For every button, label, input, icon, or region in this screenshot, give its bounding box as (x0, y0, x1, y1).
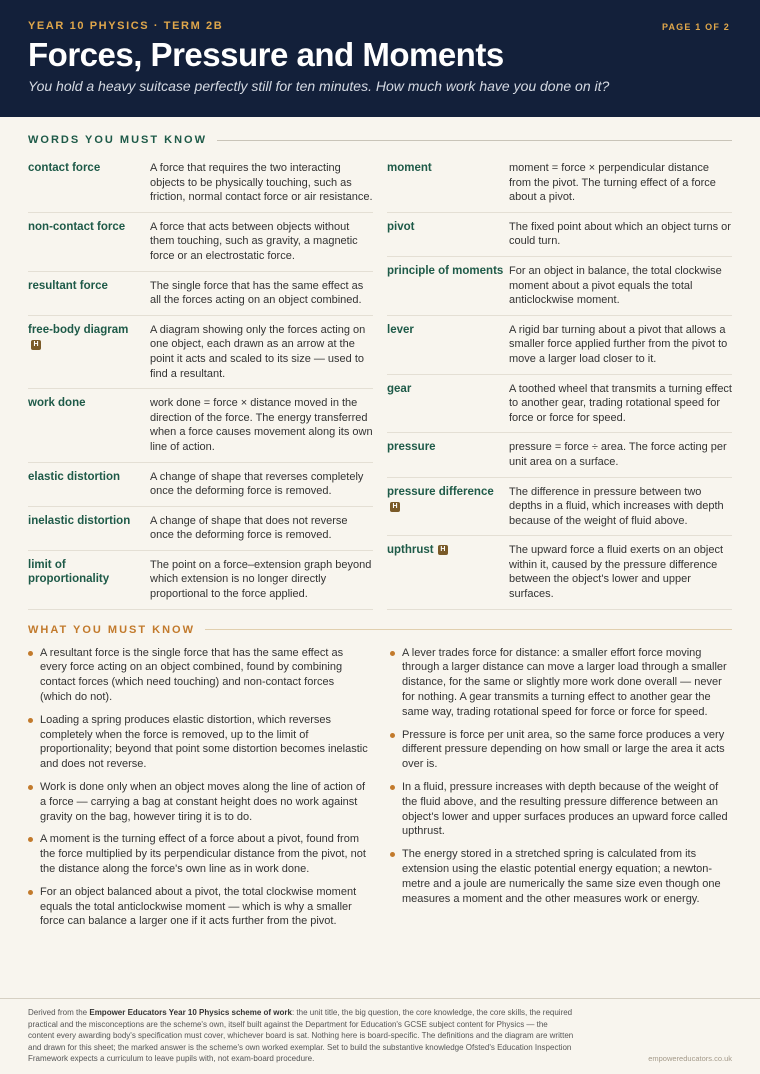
site-url: empowereducators.co.uk (648, 1054, 732, 1063)
glossary-definition: A force that acts between objects without them touching, such as gravity, a magnetic force or an electrostatic force. (150, 220, 358, 262)
glossary-row (387, 433, 732, 477)
glossary-definition: A toothed wheel that transmits a turning effect to another gear, trading rotational speed for force or force for speed. (509, 382, 732, 424)
know-list (28, 646, 732, 938)
glossary-definition: The single force that has the same effect as all the forces acting on an object combined. (150, 279, 364, 307)
glossary-right-column (387, 154, 732, 610)
glossary-definition: A change of shape that does not reverse once the deforming force is removed. (150, 514, 348, 542)
glossary-definition: The upward force a fluid exerts on an object within it, caused by the pressure difference between the object's lower and upper surfaces. (509, 544, 724, 601)
glossary-term: pressure (387, 441, 436, 454)
words-heading-text: WORDS YOU MUST KNOW (28, 134, 207, 146)
course-kicker: YEAR 10 PHYSICS · TERM 2B (28, 20, 224, 32)
heading-rule (205, 629, 732, 630)
know-point: The energy stored in a stretched spring is calculated from its extension using the elastic potential energy equation; a newton-metre and a joule are numerically the same size even though one measures a moment and the other measures work or energy. (390, 847, 730, 906)
glossary-row (28, 272, 373, 316)
glossary-definition: moment = force × perpendicular distance from the pivot. The turning effect of a force about a pivot. (509, 162, 716, 204)
glossary-term: limit of proportionality (28, 558, 110, 586)
glossary (28, 154, 732, 610)
page-number: PAGE 1 OF 2 (661, 22, 730, 32)
glossary-definition: The difference in pressure between two depths in a fluid, which increases with depth because of the weight of fluid above. (509, 485, 724, 527)
glossary-row (28, 213, 373, 272)
glossary-row (28, 389, 373, 462)
know-right-column (390, 646, 730, 938)
glossary-row (387, 257, 732, 316)
higher-tier-badge: H (31, 340, 41, 350)
glossary-term: principle of moments (387, 264, 504, 277)
glossary-term: upthrust H (387, 543, 509, 601)
higher-tier-badge: H (390, 502, 400, 512)
know-section-heading (28, 624, 732, 636)
glossary-definition: The point on a force–extension graph beyond which extension is no longer directly proportional to the force applied. (150, 558, 372, 601)
know-heading-text: WHAT YOU MUST KNOW (28, 623, 195, 636)
source-name: Empower Educators Year 10 Physics scheme of work (89, 1008, 292, 1017)
glossary-term: free-body diagram H (28, 323, 129, 349)
glossary-definition: A rigid bar turning about a pivot that allows a smaller force applied further from the pivot to move a larger load closer to it. (509, 323, 728, 365)
glossary-term: resultant force (28, 279, 108, 292)
glossary-term: pivot (387, 220, 415, 233)
glossary-row (28, 551, 373, 610)
glossary-row (387, 316, 732, 375)
glossary-term: moment (387, 162, 432, 174)
glossary-definition: pressure = force ÷ area. The force acting per unit area on a surface. (509, 441, 727, 468)
glossary-row (28, 316, 373, 389)
glossary-definition: A diagram showing only the forces acting on one object, each drawn as an arrow at the point it acts and scaled to its size — used to find a resultant. (150, 323, 366, 380)
glossary-term: work done (28, 397, 86, 410)
higher-tier-badge: H (438, 545, 448, 555)
glossary-definition: For an object in balance, the total clockwise moment about a pivot equals the total anticlockwise moment. (509, 264, 722, 307)
source-note: Derived from the Empower Educators Year 10 Physics scheme of work: the unit title, the big question, the core knowledge, the core skills, the required practical and the misconceptions are the scheme's own, itself built against the Department for Education's GCSE subject content for Physics — the content every awarding body's specification must cover, whichever board is sat. Nothing here is board-specific. The definitions and the diagram are written and drawn for this sheet; the marked answer is the scheme's own worked exemplar. Set to build the substantive knowledge Ofsted's Education Inspection Framework expects a curriculum to leave pupils with, not exam-board procedure. (28, 1008, 574, 1063)
glossary-definition: work done = force × distance moved in the direction of the force. The energy transferred when a force causes movement along its own line of action. (150, 397, 373, 453)
glossary-row (28, 154, 373, 213)
glossary-row (387, 478, 732, 537)
glossary-term: contact force (28, 162, 101, 174)
know-left-column (28, 646, 368, 938)
glossary-definition: A force that requires the two interacting objects to be physically touching, such as friction, normal contact force or air resistance. (150, 162, 373, 204)
big-question: You hold a heavy suitcase perfectly still for ten minutes. How much work have you done on it? (28, 78, 610, 94)
glossary-row (387, 375, 732, 434)
glossary-term: lever (387, 323, 414, 336)
know-point: Loading a spring produces elastic distortion, which reverses completely when the force is removed, up to the limit of proportionality; beyond that point some distortion becomes inelastic and does not reverse. (28, 713, 368, 772)
glossary-term: pressure difference H (387, 485, 494, 511)
glossary-term: elastic distortion (28, 470, 121, 483)
glossary-row (28, 463, 373, 507)
glossary-row (387, 213, 732, 257)
know-point: Pressure is force per unit area, so the same force produces a very different pressure depending on how small or large the area it acts over is. (390, 728, 730, 772)
know-point: A moment is the turning effect of a force about a pivot, found from the force multiplied by its perpendicular distance from the pivot, not the distance along the force's own line as in work done. (28, 832, 368, 876)
words-section-heading (28, 134, 732, 146)
know-point: Work is done only when an object moves along the line of action of a force — carrying a bag at constant height does no work against gravity on the bag, however tiring it is to do. (28, 780, 368, 824)
know-point: A resultant force is the single force that has the same effect as every force acting on an object combined, found by combining contact forces (which need touching) and non-contact forces (which do not). (28, 646, 368, 705)
glossary-term: inelastic distortion (28, 514, 131, 527)
glossary-row (387, 154, 732, 213)
know-point: In a fluid, pressure increases with depth because of the weight of the fluid above, and the resulting pressure difference between an object's lower and upper surfaces produces an upward force called upthrust. (390, 780, 730, 839)
glossary-row (28, 507, 373, 551)
glossary-definition: The fixed point about which an object turns or could turn. (509, 220, 731, 248)
know-point: For an object balanced about a pivot, the total clockwise moment equals the total anticlockwise moment — which is why a smaller force can balance a larger one if it acts further from the pivot. (28, 885, 368, 929)
page-title: Forces, Pressure and Moments (28, 36, 504, 73)
heading-rule (217, 140, 732, 141)
glossary-term: non-contact force (28, 220, 126, 233)
footer (0, 998, 760, 1065)
glossary-left-column (28, 154, 373, 610)
know-point: A lever trades force for distance: a smaller effort force moving through a larger distance can move a larger load through a smaller distance, for the same or slightly more work done overall — never for nothing. A gear transmits a turning effect to another gear the same way, trading rotational speed for force or force for speed. (390, 646, 730, 720)
glossary-row (387, 536, 732, 609)
glossary-term: gear (387, 382, 412, 395)
header-banner (0, 0, 760, 117)
glossary-definition: A change of shape that reverses completely once the deforming force is removed. (150, 470, 364, 498)
